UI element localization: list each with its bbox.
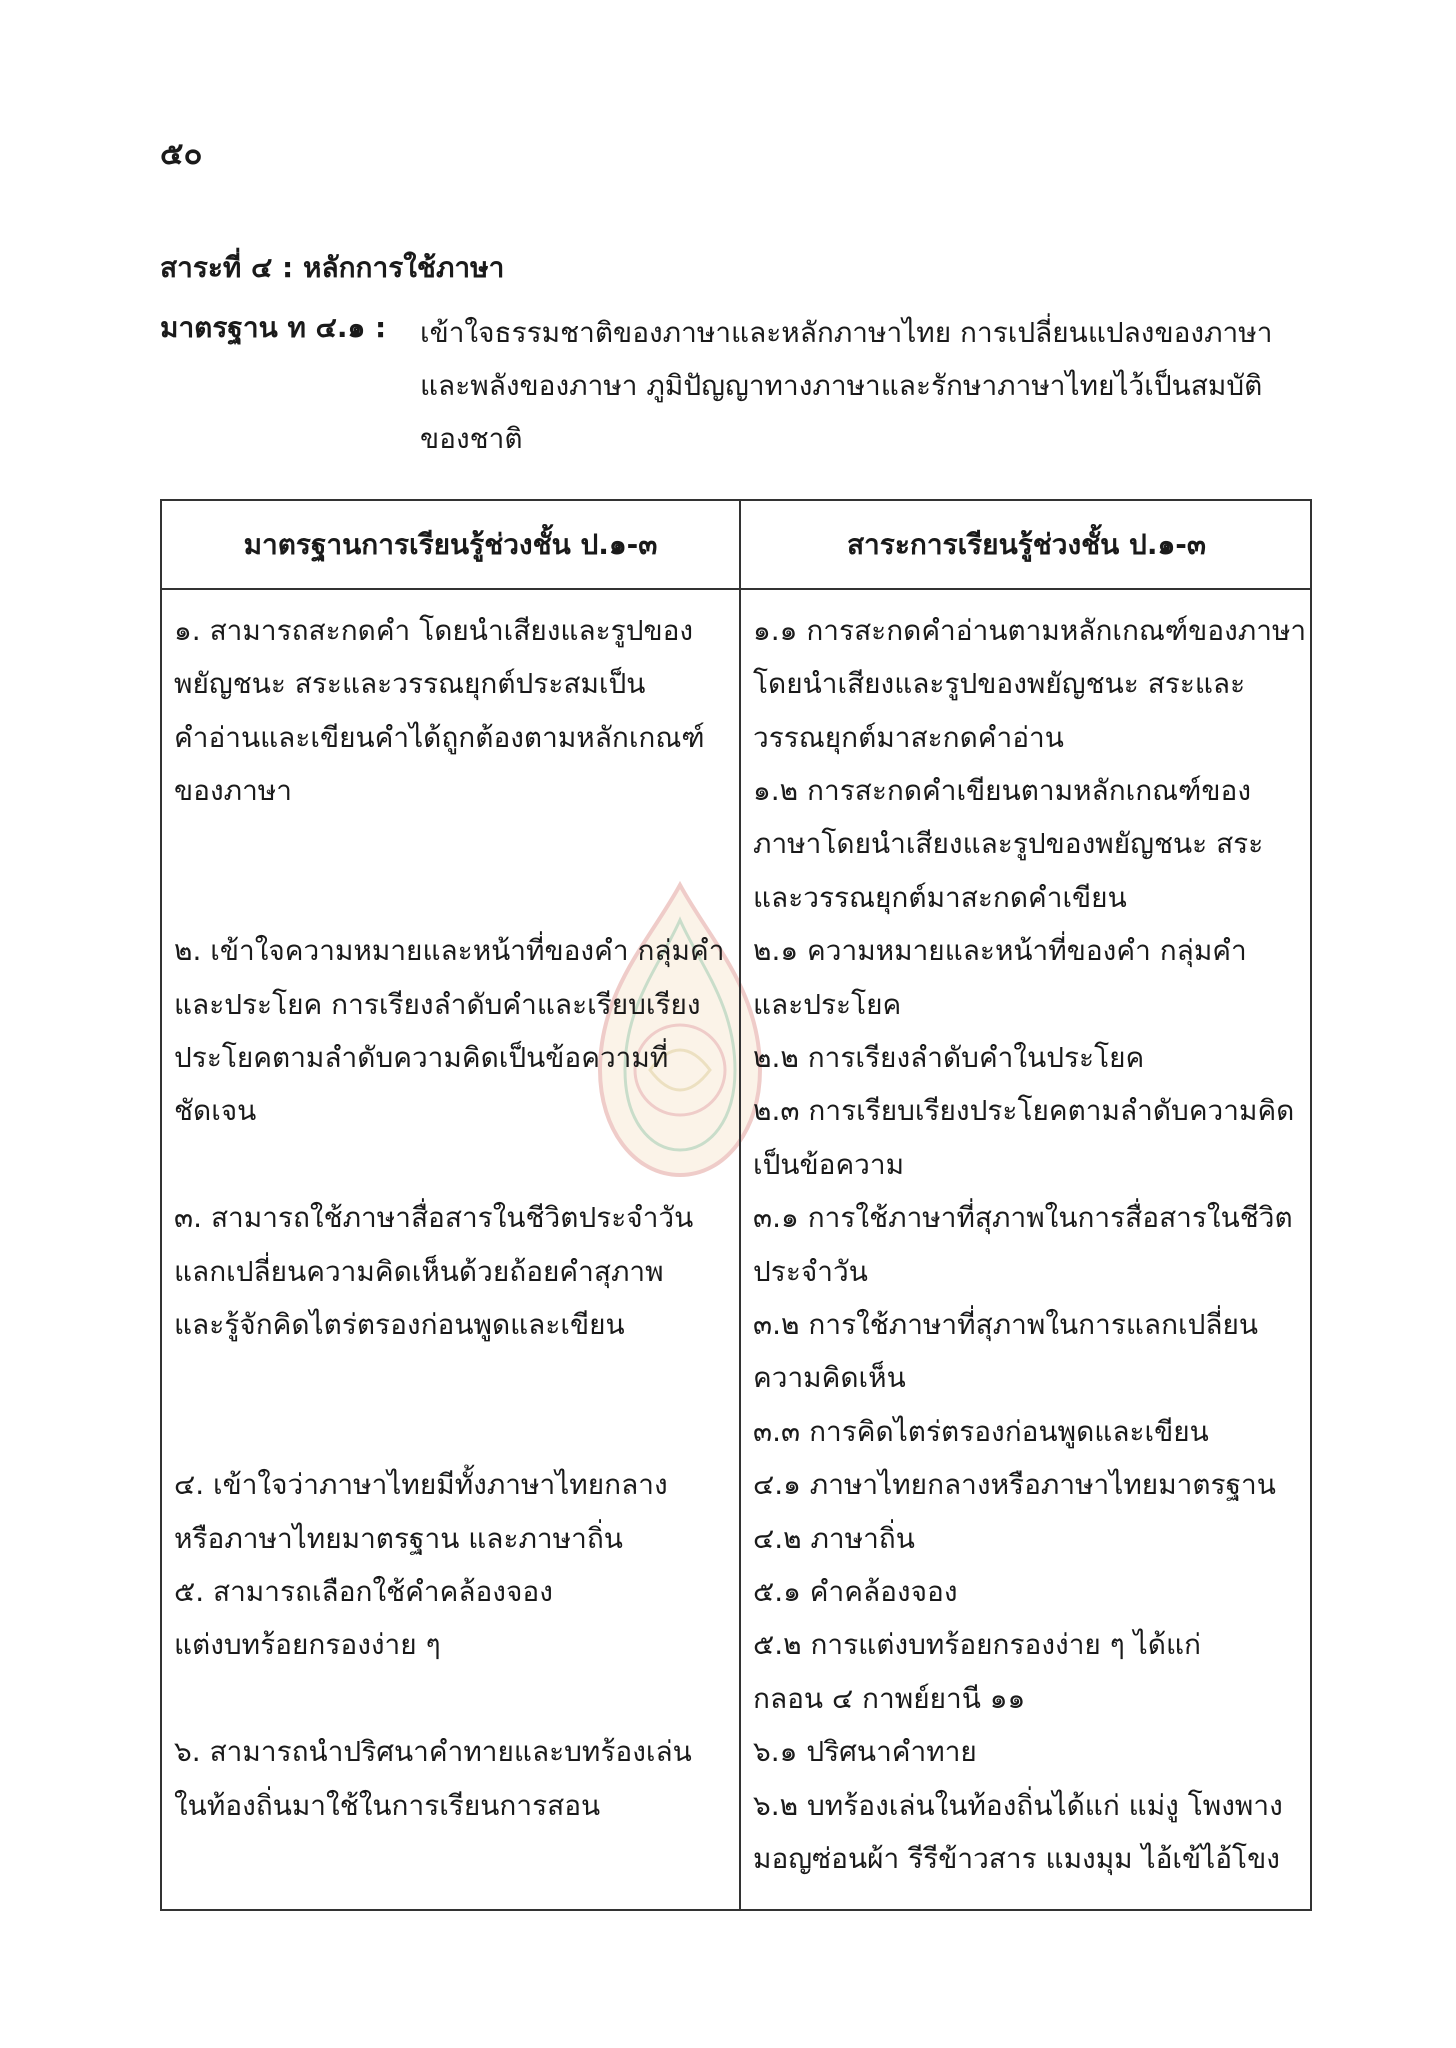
right-cell-line: กลอน ๔ กาพย์ยานี ๑๑ xyxy=(753,1682,1026,1715)
right-cell-line: ความคิดเห็น xyxy=(753,1361,906,1394)
left-cell-line: ๖. สามารถนำปริศนาคำทายและบทร้องเล่น xyxy=(174,1735,692,1768)
left-cell-line: พยัญชนะ สระและวรรณยุกต์ประสมเป็น xyxy=(174,667,646,700)
standard-line: เข้าใจธรรมชาติของภาษาและหลักภาษาไทย การเปลี่ยนแปลงของภาษา xyxy=(420,316,1273,349)
table-header-standards: มาตรฐานการเรียนรู้ช่วงชั้น ป.๑-๓ xyxy=(243,528,658,561)
right-cell-line: ๑.๒ การสะกดคำเขียนตามหลักเกณฑ์ของ xyxy=(753,774,1252,807)
standard-line: และพลังของภาษา ภูมิปัญญาทางภาษาและรักษาภาษาไทยไว้เป็นสมบัติ xyxy=(420,369,1263,402)
standard-label: มาตรฐาน ท ๔.๑ : xyxy=(160,311,387,344)
right-cell-line: มอญซ่อนผ้า รีรีข้าวสาร แมงมุม ไอ้เข้ไอ้โขง xyxy=(753,1842,1280,1875)
left-cell-line: หรือภาษาไทยมาตรฐาน และภาษาถิ่น xyxy=(174,1522,623,1555)
page-number: ๕๐ xyxy=(160,136,203,172)
left-cell-line: และรู้จักคิดไตร่ตรองก่อนพูดและเขียน xyxy=(174,1308,625,1341)
left-cell-line: แต่งบทร้อยกรองง่าย ๆ xyxy=(174,1628,441,1661)
right-cell-line: ๖.๒ บทร้องเล่นในท้องถิ่นได้แก่ แม่งู โพงพาง xyxy=(753,1789,1283,1822)
right-cell-line: ๕.๑ คำคล้องจอง xyxy=(753,1575,958,1608)
right-cell-line: ๔.๒ ภาษาถิ่น xyxy=(753,1522,915,1555)
right-cell-line: ภาษาโดยนำเสียงและรูปของพยัญชนะ สระ xyxy=(753,827,1264,860)
right-cell-line: ประจำวัน xyxy=(753,1255,868,1288)
right-cell-line: ๒.๑ ความหมายและหน้าที่ของคำ กลุ่มคำ xyxy=(753,934,1247,967)
right-cell-line: และประโยค xyxy=(753,988,902,1021)
left-cell-line: ประโยคตามลำดับความคิดเป็นข้อความที่ xyxy=(174,1041,669,1074)
right-cell-line: โดยนำเสียงและรูปของพยัญชนะ สระและ xyxy=(753,667,1246,700)
right-cell-line: ๒.๒ การเรียงลำดับคำในประโยค xyxy=(753,1041,1145,1074)
left-cell-line: คำอ่านและเขียนคำได้ถูกต้องตามหลักเกณฑ์ xyxy=(174,721,705,754)
strand-title: สาระที่ ๔ : หลักการใช้ภาษา xyxy=(160,251,505,284)
left-cell-line: ชัดเจน xyxy=(174,1094,257,1127)
left-cell-line: ๑. สามารถสะกดคำ โดยนำเสียงและรูปของ xyxy=(174,614,694,647)
column-divider xyxy=(739,501,741,1909)
right-cell-line: วรรณยุกต์มาสะกดคำอ่าน xyxy=(753,721,1064,754)
left-cell-line: ๕. สามารถเลือกใช้คำคล้องจอง xyxy=(174,1575,553,1608)
left-cell-line: ๒. เข้าใจความหมายและหน้าที่ของคำ กลุ่มคำ xyxy=(174,934,725,967)
right-cell-line: ๔.๑ ภาษาไทยกลางหรือภาษาไทยมาตรฐาน xyxy=(753,1468,1276,1501)
left-cell-line: ๔. เข้าใจว่าภาษาไทยมีทั้งภาษาไทยกลาง xyxy=(174,1468,668,1501)
table-header-content: สาระการเรียนรู้ช่วงชั้น ป.๑-๓ xyxy=(846,528,1207,561)
right-cell-line: ๖.๑ ปริศนาคำทาย xyxy=(753,1735,977,1768)
standard-text xyxy=(420,306,1320,465)
right-cell-line: และวรรณยุกต์มาสะกดคำเขียน xyxy=(753,881,1127,914)
right-cell-line: ๒.๓ การเรียบเรียงประโยคตามลำดับความคิด xyxy=(753,1094,1295,1127)
right-cell-line: ๑.๑ การสะกดคำอ่านตามหลักเกณฑ์ของภาษา xyxy=(753,614,1307,647)
left-cell-line: ๓. สามารถใช้ภาษาสื่อสารในชีวิตประจำวัน xyxy=(174,1201,694,1234)
left-cell-line: และประโยค การเรียงลำดับคำและเรียบเรียง xyxy=(174,988,701,1021)
learning-standards-table xyxy=(160,499,1312,1911)
standard-line: ของชาติ xyxy=(420,422,523,455)
right-cell-line: ๓.๑ การใช้ภาษาที่สุภาพในการสื่อสารในชีวิต xyxy=(753,1201,1293,1234)
right-cell-line: ๓.๒ การใช้ภาษาที่สุภาพในการแลกเปลี่ยน xyxy=(753,1308,1259,1341)
right-cell-line: เป็นข้อความ xyxy=(753,1148,905,1181)
right-cell-line: ๓.๓ การคิดไตร่ตรองก่อนพูดและเขียน xyxy=(753,1415,1209,1448)
left-cell-line: แลกเปลี่ยนความคิดเห็นด้วยถ้อยคำสุภาพ xyxy=(174,1255,664,1288)
left-cell-line: ของภาษา xyxy=(174,774,292,807)
right-cell-line: ๕.๒ การแต่งบทร้อยกรองง่าย ๆ ได้แก่ xyxy=(753,1628,1201,1661)
left-cell-line: ในท้องถิ่นมาใช้ในการเรียนการสอน xyxy=(174,1789,601,1822)
